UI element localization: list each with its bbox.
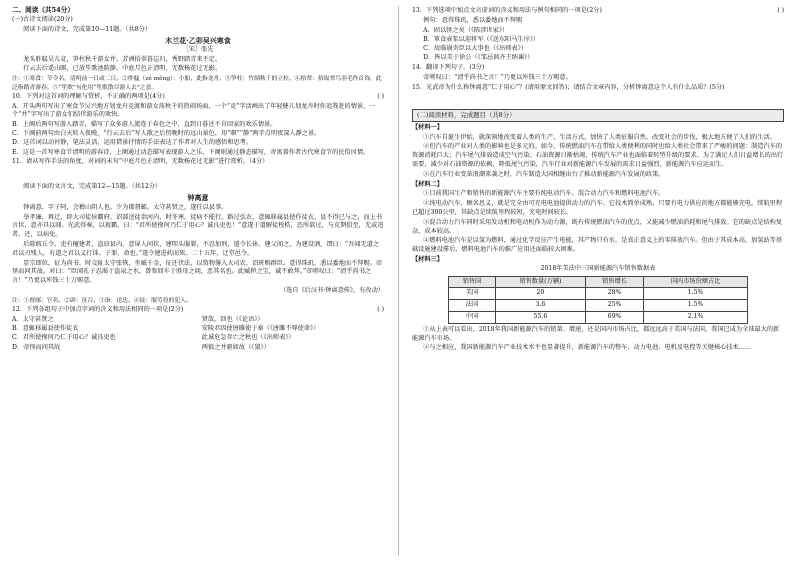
option: E．这是一首写寒食节清明的游春诗，上阕通过动态描写表现游人之乐，下阕则通过静态描写，寄寓着作者古代寒食节的民俗风情。	[12, 148, 370, 156]
question-text: 12．下列各组句子中加点字词的含义和用法相同的一项是(2分)	[12, 306, 184, 314]
table-header-row	[449, 276, 748, 288]
question-15: 15．光武帝为什么称钟离意“仁于用心”？(请用原文回答)；请结合文章内容，分析钟离意这个人有什么品质？(5分)	[412, 83, 725, 91]
option: D．皆以美于徐公（《邹忌讽齐王纳谏》）	[423, 54, 534, 62]
answer-space	[12, 168, 384, 182]
option: D．这首词以动衬静，笔法灵活，运用借景抒情的手法表达了作者对人生的感悟和思考。	[12, 139, 253, 147]
option-right: 此诚危急存亡之秋也（《出师表》）	[201, 334, 295, 342]
subsection-title: (一)古诗文阅读(20分)	[12, 16, 73, 24]
option-left: C．君所使掾何乃仁于用心？诚良吏也	[12, 334, 116, 342]
table-cell: 1.5%	[644, 288, 748, 300]
table-cell: 55.6	[495, 311, 585, 323]
right-column	[412, 6, 784, 354]
question-11: 11．请从写作手法的角度，对词的末句“中庭月色正清明，无数杨花过无影”进行赏析。（4分）	[12, 158, 269, 166]
table-cell: 3.6	[495, 300, 585, 312]
option: A．开头两句写出了寒食节吴兴地方划龙舟竞渡和游女荡秋千的热闹场面，一个“竞”字活画出了年轻健儿划龙舟时你追我赶的情景，一个“并”字写出了游女们结伴游乐的欢快。	[12, 102, 376, 119]
question-text: 13．下列选项中加点文言虚词的含义和用法与例句相同的一项是(2分)	[412, 7, 602, 14]
table-row	[449, 288, 748, 300]
article-paragraph: 后除瑕丘令。吏有檀建者，盗窃县内，意屏人问状，建叩头服罪，不忍加刑，遣令长休。建父闻之，为建设酒，谓曰：“吾闻无道之君以刃残人，有道之君以义行诛。子罪，命也。”遂令建进药而死。二十五年，迁堂邑令。	[12, 241, 380, 257]
answer-blank: ( )	[777, 7, 784, 14]
option: B．上阕后两句写游人踏青，描写了众多游人流连于春色之中，直到日暮还不肯回家的欢乐情景。	[12, 120, 277, 128]
table-cell: 中国	[449, 311, 496, 323]
option: B．箪食壶浆以迎将军（《送东阳马生序》）	[423, 35, 540, 43]
article-title: 钟离意	[187, 192, 209, 202]
instruction: 阅读下面的文言文，完成第12—15题。（共12分）	[23, 183, 162, 191]
question-text: 10．下列对这首词的理解与赏析，不正确的两项是(4分)	[12, 92, 165, 100]
option: C．下阕前两句由白天转入夜晚，“行云去后”写人散之后傍晚时的远山景色，用“暝”“静”两字点明夜深人静之景。	[12, 129, 321, 137]
option-right: 贤哉，回也（《论语》）	[201, 315, 264, 323]
material-paragraph: ①汽车自诞生伊始，就深刻地改变着人类的生产、生活方式，加快了人类征服自然、改变社会的步伐，极大地方便了人们的生活。	[423, 133, 776, 141]
material-paragraph: ②与之相应，我国新能源汽车产业技术水平也显著提升，新能源汽车的整车、动力电池、电机及电控等关键核心技术……	[423, 344, 752, 352]
material-paragraph: ④燃料电池汽车是以氢为燃料，通过化学反应产生电能，其产物只有水，是真正意义上的零排放汽车。但由于其成本高，加氢站等基础设施建设滞后，燃料电池汽车的推广应用还面临较大困难。	[412, 237, 783, 254]
material-paragraph: ①目前我国生产和销售的新能源汽车主要有纯电动汽车、混合动力汽车和燃料电池汽车。	[423, 190, 665, 198]
poem-line: 龙头舴艋吴儿竞，笋柱秋千游女并。芳洲拾翠暮忘归，秀野踏青来不定。	[23, 55, 222, 63]
column-divider	[398, 6, 399, 556]
option-right: 两狼之并驱如故（《狼》）	[201, 343, 270, 351]
translate-sentence: 帝嗟叹曰：“清乎尚书之言！”乃更以库钱三十万赐意。	[423, 74, 572, 82]
sales-table	[448, 276, 748, 324]
material-paragraph: ②纯电动汽车，顾名思义，就是完全由可充电电池提供动力的汽车。它技术简单成熟，只要有电力供应的地方都能够充电。续航里程已超过300公里，其缺点是续航里程较短，充电时间较长。	[412, 200, 783, 216]
answer-blank: ( )	[377, 92, 384, 100]
article-paragraph: 钟离意，字子阿，会稽山阴人也。少为郡督邮。太守甚贤之，遂任以县事。	[23, 203, 228, 211]
table-cell: 1.5%	[644, 300, 748, 312]
poem-title: 木兰花·乙卯吴兴寒食	[165, 35, 231, 45]
option-row	[12, 325, 384, 334]
table-cell: 28%	[585, 288, 643, 300]
question-13	[412, 7, 784, 16]
table-row	[449, 300, 748, 312]
option-row	[12, 316, 384, 325]
answer-space	[412, 94, 784, 106]
table-row	[449, 311, 748, 323]
option-row	[12, 344, 384, 353]
option-row	[12, 334, 384, 343]
option-left: B．意辄移属县使作徒衣	[12, 325, 79, 333]
table-cell: 美国	[449, 288, 496, 300]
instruction: 阅读下面的诗文，完成第10—11题。（共8分）	[23, 26, 152, 34]
table-header: 销售增长	[585, 276, 643, 288]
article-note: 注：①督邮：官名。②辟：征召。③诣：送达。④徒：服劳役的犯人。	[12, 297, 192, 304]
question-10	[12, 93, 384, 102]
table-cell: 20	[495, 288, 585, 300]
option-left: D．帝怪而问其故	[12, 343, 61, 351]
left-column	[12, 6, 384, 353]
q13-options	[412, 27, 784, 64]
material-paragraph: ①从上表可以看出，2018年我国新能源汽车的销量、增速，还是国内市场占比，都远远高于美国与法国，我国已成为全球最大的新能源汽车市场。	[412, 325, 780, 342]
table-cell: 69%	[585, 311, 643, 323]
q10-options	[12, 103, 384, 158]
option: A．固以怪之矣（《陈涉世家》）	[423, 26, 509, 34]
subsection-title: (二)阅读材料，完成题目（共8分）	[412, 109, 784, 122]
material-heading: 【材料二】	[412, 180, 443, 188]
article-paragraph: 举孝廉，再迁，辟大司徒侯霸府。诏部送徒诣河内，时冬寒，徒病不能行。路过弘农，意辄移属县使作徒衣，县不得已与之，而上书言状，意亦具以闻。光武得奏，以视霸，曰：“君所使掾何乃仁于用心？诚良吏也！”意遂于道解徒桎梏，恣所欲过，与克期俱至，无或违者。还，以病免。	[12, 213, 384, 239]
table-cell: 法国	[449, 300, 496, 312]
option-right: 安陵君因使唐雎使于秦（《唐雎不辱使命》）	[201, 325, 320, 333]
poem-author: ［宋］张先	[182, 45, 214, 53]
material-paragraph: ②但汽车的产业对人类的影响也是多元的。如今，传统燃油汽车在带给人类便利的同时也给人类社会带来了严峻的问题：制造汽车的资源消耗巨大；汽车尾气排放造成空气污染；石油资源日渐枯竭，传统汽车产业也面临着转型升级的要求。为了满足人们日益增长的出行需要，减少对石油资源的依赖，降低尾气污染，汽车行业对新能源汽车发展的需求日益强烈，新能源汽车应运而生。	[412, 143, 784, 168]
table-cell: 2.1%	[644, 311, 748, 323]
material-paragraph: ③混合动力汽车同时采用发动机和电动机作为动力源，既有传统燃油汽车的优点，又能减少燃油消耗和尾气排放。它的缺点是结构复杂，成本较高。	[412, 218, 783, 235]
poem-line: 行云去后遥山暝，已放笙歌池院静。中庭月色正清明，无数杨花过无影。	[23, 65, 222, 73]
material-paragraph: ③在汽车行业变革浪潮来袭之时，汽车制造大国相继出台了推动新能源汽车发展的政策。	[423, 170, 665, 178]
article-source: （选自《后汉书·钟离意传》，有改动）	[279, 287, 384, 294]
example-sentence: 例句：意得珠玑，悉以委地而不拜赐	[423, 16, 523, 24]
answer-blank: ( )	[377, 306, 384, 314]
table-cell: 25%	[585, 300, 643, 312]
question-14: 14．翻译下列句子。(3分)	[412, 64, 485, 72]
option: C．故临崩寄臣以大事也（《出师表》）	[423, 45, 527, 53]
option-left: A．太守甚贤之	[12, 315, 54, 323]
section-title: 二、阅读（共54分）	[12, 6, 74, 14]
q12-options	[12, 316, 384, 353]
poem-note: 注：①寒食：节令名，清明前一日或二日。②舴艋（zé měng）：小船，此指龙舟。③笋柱：竹制秋千的立柱。④拾翠：拾取翠鸟羽毛作首饰，此泛指踏青游春。⑤“笙歌”句化用“笙歌散尽游人去”之意。	[12, 76, 382, 91]
article-paragraph: 显宗即位，征为尚书。时交阯太守张恢，坐臧千金，征还伏法，以资物簿入大司农，诏班赐群臣。意得珠玑，悉以委地而不拜赐。帝怪而问其故。对曰：“臣闻孔子忍渴于盗泉之水，曾参回车于胜母之闾，恶其名也。此臧秽之宝，诚不敢拜。”帝嗟叹曰：“清乎尚书之言！”乃更以库钱三十万赐意。	[12, 259, 383, 285]
table-header: 销售国	[449, 276, 496, 288]
table-header: 销售数量(万辆)	[495, 276, 585, 288]
question-12	[12, 306, 384, 315]
table-title: 2018年美法中三国新能源汽车销售数据表	[540, 264, 656, 272]
table-header: 国内市场份额占比	[644, 276, 748, 288]
material-heading: 【材料三】	[412, 255, 443, 263]
material-heading: 【材料一】	[412, 123, 443, 131]
